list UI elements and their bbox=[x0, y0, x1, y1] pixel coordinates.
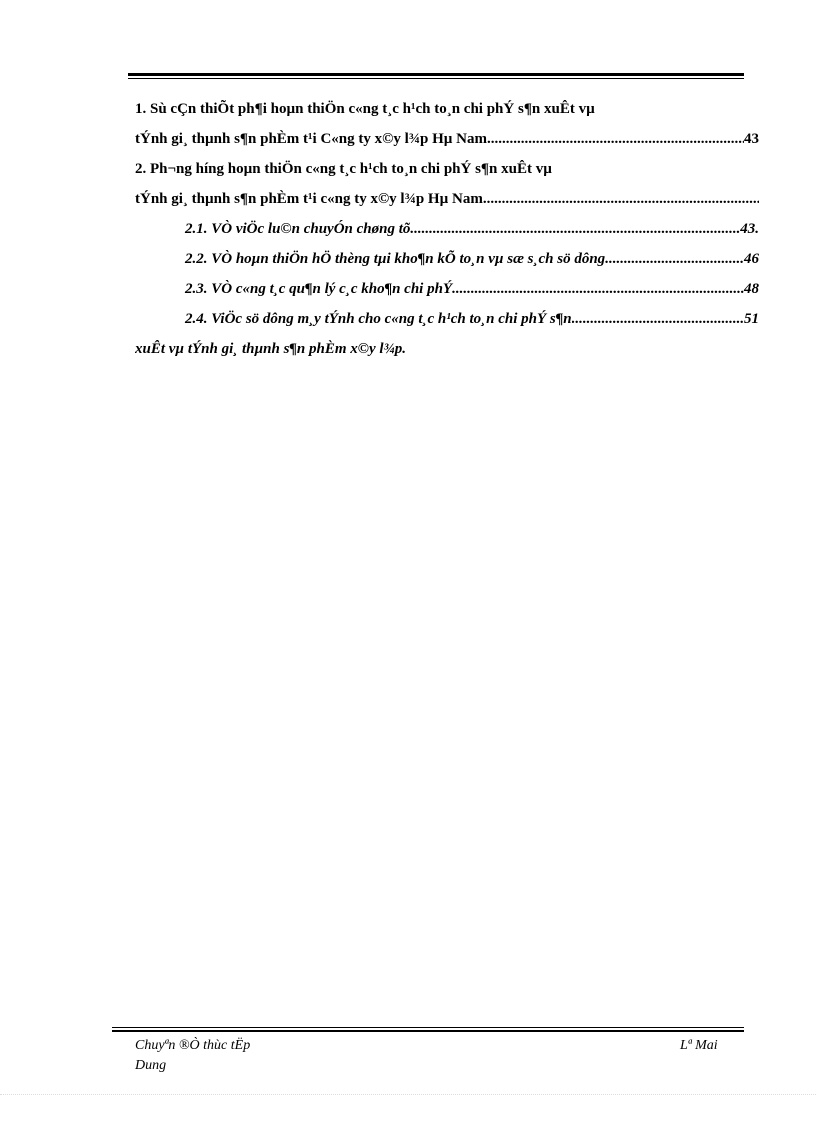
dot-leader bbox=[487, 184, 759, 214]
toc-entry: 2.4. ViÖc sö dông m¸y tÝnh cho c«ng t¸c h¹ch to¸n chi phÝ s¶n ..... 51 bbox=[135, 304, 759, 334]
footer-title: Chuyªn ®Ò thùc tËp bbox=[135, 1038, 251, 1053]
page-number: 43. bbox=[740, 221, 759, 237]
toc-entry: 1. Sù cÇn thiÕt ph¶i hoµn thiÖn c«ng t¸c h¹ch to¸n chi phÝ s¶n xuÊt vµ bbox=[135, 101, 595, 117]
toc-entry: 2.3. VÒ c«ng t¸c qu¶n lý c¸c kho¶n chi phÝ ..... 48 bbox=[135, 274, 759, 304]
dot-leader bbox=[487, 124, 744, 154]
page-number: 43 bbox=[744, 131, 759, 147]
table-of-contents bbox=[135, 94, 759, 364]
toc-entry: 2.2. VÒ hoµn thiÖn hÖ thèng tµi kho¶n kÕ to¸n vµ sæ s¸ch sö dông ..... 46 bbox=[135, 244, 759, 274]
toc-entry: xuÊt vµ tÝnh gi¸ thµnh s¶n phÈm x©y l¾p. bbox=[135, 341, 407, 357]
footer-rule bbox=[112, 1027, 744, 1032]
footer-author-surname: Dung bbox=[135, 1058, 167, 1073]
dot-leader bbox=[452, 274, 744, 304]
footer-left bbox=[135, 1036, 250, 1076]
footer-author: Lª Mai bbox=[680, 1038, 718, 1053]
page-number: 48 bbox=[744, 281, 759, 297]
toc-entry: 2. Ph¬ng híng hoµn thiÖn c«ng t¸c h¹ch to¸n chi phÝ s¶n xuÊt vµ bbox=[135, 161, 552, 177]
dot-leader bbox=[572, 304, 744, 334]
toc-entry: tÝnh gi¸ thµnh s¶n phÈm t¹i C«ng ty x©y l¾p Hµ Nam ..... 43 bbox=[135, 124, 759, 154]
dot-leader bbox=[605, 244, 744, 274]
toc-entry: tÝnh gi¸ thµnh s¶n phÈm t¹i c«ng ty x©y l¾p Hµ Nam. ..... bbox=[135, 184, 759, 214]
dot-leader bbox=[410, 214, 740, 244]
page-number: 46 bbox=[744, 251, 759, 267]
page-number: 51 bbox=[744, 311, 759, 327]
header-rule bbox=[128, 0, 744, 79]
toc-entry: 2.1. VÒ viÖc lu©n chuyÓn chøng tõ ..... 43. bbox=[135, 214, 759, 244]
page-edge bbox=[0, 1094, 816, 1095]
